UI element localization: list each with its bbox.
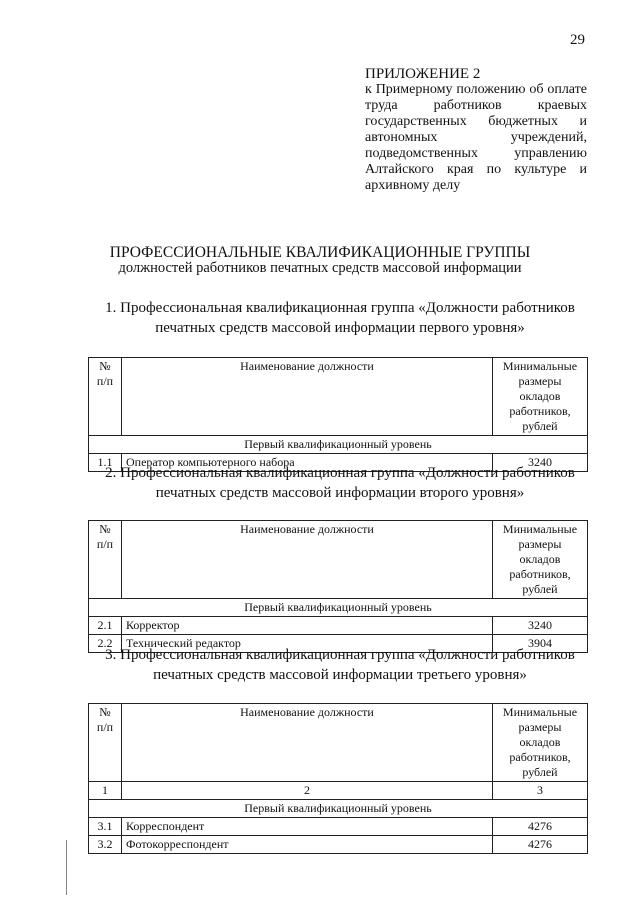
table-row (89, 836, 588, 854)
row-num: 3.1 (89, 818, 122, 836)
document-title: ПРОФЕССИОНАЛЬНЫЕ КВАЛИФИКАЦИОННЫЕ ГРУППЫ (109, 244, 531, 261)
appendix-block (365, 66, 587, 194)
row-salary: 3240 (493, 454, 588, 472)
group-3-heading: 3. Профессиональная квалификационная группа «Должности работников печатных средств массовой информации третьего уровня» (105, 647, 575, 683)
header-num: № п/п (89, 358, 122, 436)
group-2-heading: 2. Профессиональная квалификационная группа «Должности работников печатных средств массовой информации второго уровня» (105, 465, 575, 501)
row-position: Технический редактор (122, 635, 493, 653)
header-salary: Минимальные размеры окладов работников, рублей (493, 358, 588, 436)
column-number: 2 (122, 782, 493, 800)
table-row (89, 617, 588, 635)
column-number: 3 (493, 782, 588, 800)
group-1-table (88, 357, 588, 472)
column-number-row (89, 782, 588, 800)
row-num: 1.1 (89, 454, 122, 472)
header-salary: Минимальные размеры окладов работников, рублей (493, 521, 588, 599)
level-row (89, 599, 588, 617)
level-label: Первый квалификационный уровень (89, 800, 588, 818)
header-num: № п/п (89, 704, 122, 782)
header-name: Наименование должности (122, 358, 493, 436)
header-num: № п/п (89, 521, 122, 599)
table-header-row (89, 521, 588, 599)
group-3-table (88, 703, 588, 854)
header-name: Наименование должности (122, 521, 493, 599)
table-header-row (89, 358, 588, 436)
header-name: Наименование должности (122, 704, 493, 782)
row-position: Фотокорреспондент (122, 836, 493, 854)
row-salary: 4276 (493, 836, 588, 854)
header-salary: Минимальные размеры окладов работников, рублей (493, 704, 588, 782)
margin-line (66, 840, 67, 895)
row-salary: 3904 (493, 635, 588, 653)
row-num: 2.2 (89, 635, 122, 653)
table-row (89, 818, 588, 836)
level-row (89, 800, 588, 818)
row-position: Оператор компьютерного набора (122, 454, 493, 472)
row-salary: 4276 (493, 818, 588, 836)
group-2-table (88, 520, 588, 653)
group-1-heading: 1. Профессиональная квалификационная группа «Должности работников печатных средств массовой информации первого уровня» (105, 300, 575, 336)
row-position: Корреспондент (122, 818, 493, 836)
level-label: Первый квалификационный уровень (89, 599, 588, 617)
table-header-row (89, 704, 588, 782)
level-row (89, 436, 588, 454)
document-subtitle: должностей работников печатных средств массовой информации (118, 260, 522, 276)
row-num: 2.1 (89, 617, 122, 635)
page-number: 29 (570, 32, 585, 48)
column-number: 1 (89, 782, 122, 800)
row-num: 3.2 (89, 836, 122, 854)
row-salary: 3240 (493, 617, 588, 635)
row-position: Корректор (122, 617, 493, 635)
appendix-title: ПРИЛОЖЕНИЕ 2 (365, 66, 481, 82)
appendix-text: к Примерному положению об оплате труда работников краевых государственных бюджетных и автономных учреждений, подведомственных управлению Алтайского края по культуре и архивному делу (365, 82, 587, 193)
level-label: Первый квалификационный уровень (89, 436, 588, 454)
